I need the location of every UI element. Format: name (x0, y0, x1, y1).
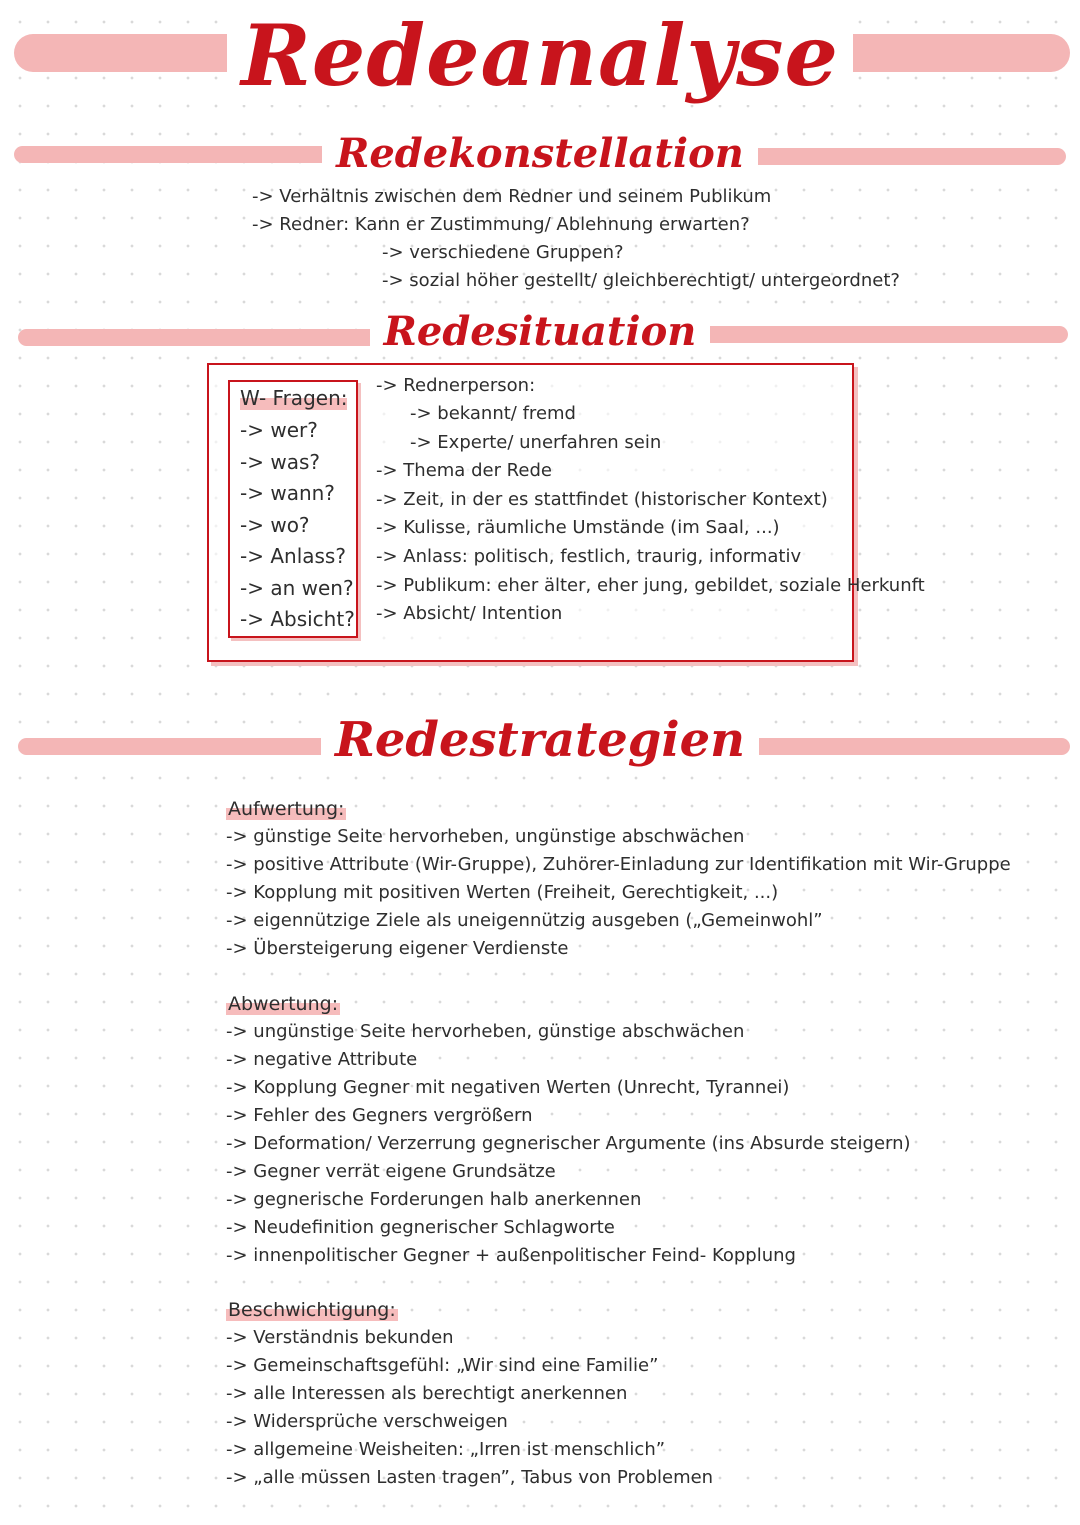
w-frage-item: -> was? (240, 450, 320, 474)
heading-redesituation: Redesituation (0, 308, 1080, 355)
konstellation-line-3: -> verschiedene Gruppen? (382, 242, 624, 263)
abwertung-item: -> Kopplung Gegner mit negativen Werten (Unrecht, Tyrannei) (226, 1077, 790, 1098)
w-fragen-title: W- Fragen: (240, 386, 348, 410)
w-frage-item: -> Absicht? (240, 607, 355, 631)
situation-line: -> Thema der Rede (376, 460, 552, 481)
beschwichtigung-item: -> alle Interessen als berechtigt anerkennen (226, 1383, 628, 1404)
situation-line: -> Absicht/ Intention (376, 603, 563, 624)
situation-line: -> bekannt/ fremd (410, 403, 576, 424)
konstellation-line-4: -> sozial höher gestellt/ gleichberechtigt/ untergeordnet? (382, 270, 900, 291)
aufwertung-item: -> günstige Seite hervorheben, ungünstige abschwächen (226, 826, 745, 847)
aufwertung-item: -> positive Attribute (Wir-Gruppe), Zuhörer-Einladung zur Identifikation mit Wir-Gruppe (226, 854, 1011, 875)
konstellation-line-2: -> Redner: Kann er Zustimmung/ Ablehnung erwarten? (252, 214, 750, 235)
aufwertung-label: Aufwertung: (228, 798, 345, 820)
situation-line: -> Experte/ unerfahren sein (410, 432, 662, 453)
abwertung-label: Abwertung: (228, 993, 339, 1015)
situation-line: -> Zeit, in der es stattfindet (historischer Kontext) (376, 489, 828, 510)
situation-line: -> Anlass: politisch, festlich, traurig, informativ (376, 546, 802, 567)
abwertung-item: -> Deformation/ Verzerrung gegnerischer Argumente (ins Absurde steigern) (226, 1133, 911, 1154)
aufwertung-item: -> Kopplung mit positiven Werten (Freiheit, Gerechtigkeit, ...) (226, 882, 779, 903)
w-frage-item: -> an wen? (240, 576, 354, 600)
aufwertung-item: -> Übersteigerung eigener Verdienste (226, 938, 569, 959)
abwertung-item: -> Gegner verrät eigene Grundsätze (226, 1161, 556, 1182)
konstellation-line-1: -> Verhältnis zwischen dem Redner und seinem Publikum (252, 186, 772, 207)
beschwichtigung-item: -> Gemeinschaftsgefühl: „Wir sind eine Familie” (226, 1355, 659, 1376)
w-frage-item: -> Anlass? (240, 544, 346, 568)
situation-line: -> Rednerperson: (376, 375, 536, 396)
w-frage-item: -> wann? (240, 481, 335, 505)
abwertung-item: -> Fehler des Gegners vergrößern (226, 1105, 533, 1126)
situation-line: -> Kulisse, räumliche Umstände (im Saal, ...) (376, 517, 780, 538)
beschwichtigung-item: -> Widersprüche verschweigen (226, 1411, 508, 1432)
beschwichtigung-item: -> Verständnis bekunden (226, 1327, 454, 1348)
w-frage-item: -> wer? (240, 418, 318, 442)
abwertung-item: -> Neudefinition gegnerischer Schlagworte (226, 1217, 615, 1238)
beschwichtigung-label: Beschwichtigung: (228, 1299, 396, 1321)
situation-line: -> Publikum: eher älter, eher jung, gebildet, soziale Herkunft (376, 575, 925, 596)
abwertung-item: -> ungünstige Seite hervorheben, günstige abschwächen (226, 1021, 745, 1042)
aufwertung-item: -> eigennützige Ziele als uneigennützig ausgeben („Gemeinwohl” (226, 910, 823, 931)
beschwichtigung-item: -> allgemeine Weisheiten: „Irren ist menschlich” (226, 1439, 666, 1460)
heading-redekonstellation: Redekonstellation (0, 130, 1080, 177)
beschwichtigung-item: -> „alle müssen Lasten tragen”, Tabus von Problemen (226, 1467, 714, 1488)
abwertung-item: -> negative Attribute (226, 1049, 418, 1070)
abwertung-item: -> innenpolitischer Gegner + außenpolitischer Feind- Kopplung (226, 1245, 796, 1266)
w-frage-item: -> wo? (240, 513, 310, 537)
abwertung-item: -> gegnerische Forderungen halb anerkennen (226, 1189, 642, 1210)
heading-redestrategien: Redestrategien (0, 712, 1080, 768)
page-title: Redeanalyse (0, 6, 1080, 105)
